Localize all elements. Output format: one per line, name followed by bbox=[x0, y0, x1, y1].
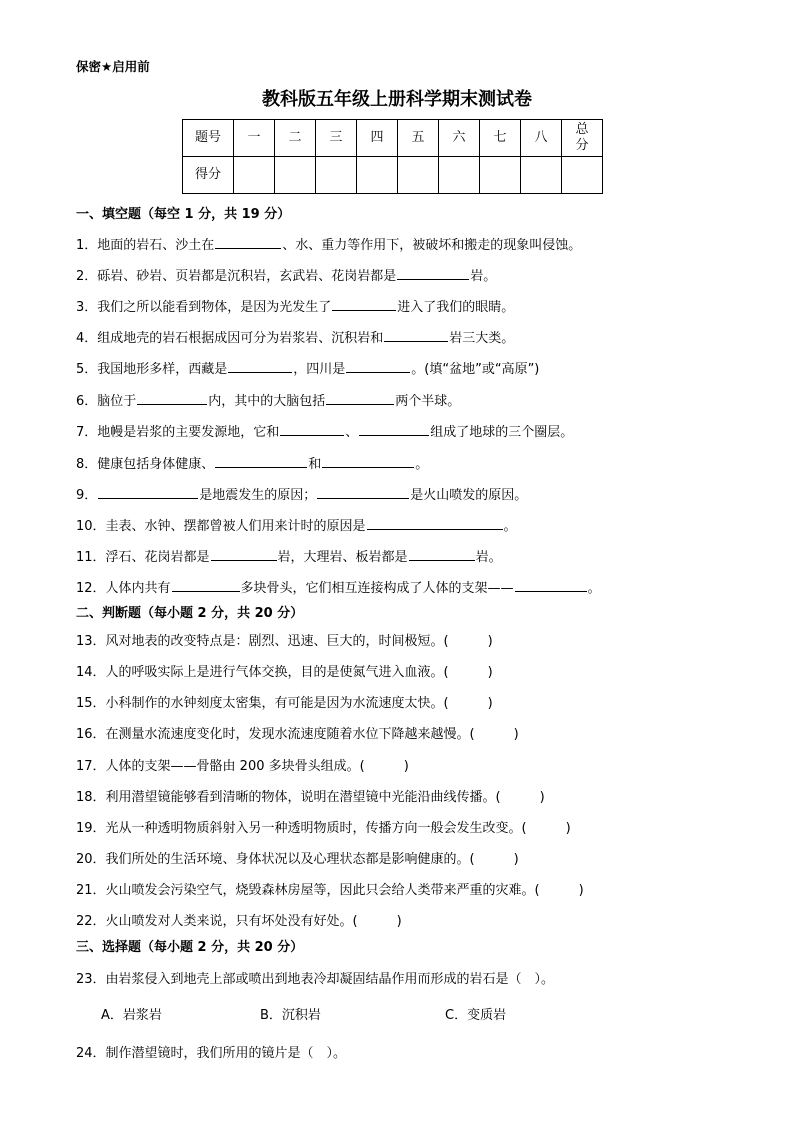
q4-text-a: 4．组成地壳的岩石根据成因可分为岩浆岩、沉积岩和 bbox=[76, 331, 384, 346]
q8-text-a: 8．健康包括身体健康、 bbox=[76, 457, 215, 472]
column-4: 四 bbox=[357, 120, 398, 157]
score-cell[interactable] bbox=[316, 157, 357, 194]
answer-blank[interactable] bbox=[228, 359, 292, 373]
q5-text-a: 5．我国地形多样，西藏是 bbox=[76, 362, 228, 377]
answer-blank[interactable] bbox=[409, 547, 475, 561]
q12-text-c: 。 bbox=[587, 581, 601, 596]
q7-text-a: 7．地幔是岩浆的主要发源地，它和 bbox=[76, 425, 280, 440]
question-19: 19．光从一种透明物质斜射入另一种透明物质时，传播方向一般会发生改变。( ) bbox=[76, 821, 571, 836]
section-3-title: 三、选择题（每小题 2 分，共 20 分） bbox=[76, 940, 304, 955]
column-1: 一 bbox=[234, 120, 275, 157]
question-23: 23．由岩浆侵入到地壳上部或喷出到地表冷却凝固结晶作用而形成的岩石是（ ）。 bbox=[76, 972, 555, 987]
question-11 bbox=[76, 546, 502, 565]
question-10 bbox=[76, 515, 517, 534]
answer-blank[interactable] bbox=[384, 328, 448, 342]
column-8: 八 bbox=[521, 120, 562, 157]
answer-blank[interactable] bbox=[172, 578, 240, 592]
section-1-title: 一、填空题（每空 1 分，共 19 分） bbox=[76, 207, 291, 222]
answer-blank[interactable] bbox=[137, 391, 207, 405]
total-column bbox=[562, 120, 603, 157]
option-c[interactable]: C．变质岩 bbox=[445, 1008, 507, 1023]
question-3 bbox=[76, 296, 514, 315]
question-5 bbox=[76, 358, 539, 377]
answer-blank[interactable] bbox=[215, 235, 281, 249]
score-cell[interactable] bbox=[357, 157, 398, 194]
question-18: 18．利用潜望镜能够看到清晰的物体，说明在潜望镜中光能沿曲线传播。( ) bbox=[76, 790, 545, 805]
q11-text-c: 岩。 bbox=[475, 550, 502, 565]
answer-blank[interactable] bbox=[326, 391, 394, 405]
question-17: 17．人体的支架——骨骼由 200 多块骨头组成。( ) bbox=[76, 759, 409, 774]
question-12 bbox=[76, 577, 601, 596]
q7-text-c: 组成了地球的三个圈层。 bbox=[430, 425, 574, 440]
option-a[interactable]: A．岩浆岩 bbox=[101, 1008, 162, 1023]
answer-blank[interactable] bbox=[515, 578, 587, 592]
score-cell[interactable] bbox=[234, 157, 275, 194]
answer-blank[interactable] bbox=[317, 485, 409, 499]
total-label-1: 总 bbox=[575, 122, 589, 137]
question-21: 21．火山喷发会污染空气，烧毁森林房屋等，因此只会给人类带来严重的灾难。( ) bbox=[76, 883, 584, 898]
q3-text-a: 3．我们之所以能看到物体，是因为光发生了 bbox=[76, 300, 332, 315]
q8-text-b: 和 bbox=[308, 457, 322, 472]
question-2 bbox=[76, 265, 496, 284]
answer-blank[interactable] bbox=[397, 266, 469, 280]
score-cell[interactable] bbox=[480, 157, 521, 194]
q9-text-c: 是火山喷发的原因。 bbox=[410, 488, 528, 503]
q11-text-a: 11．浮石、花岗岩都是 bbox=[76, 550, 210, 565]
q10-text-b: 。 bbox=[503, 519, 517, 534]
answer-blank[interactable] bbox=[346, 359, 410, 373]
q6-text-a: 6．脑位于 bbox=[76, 394, 137, 409]
q4-text-b: 岩三大类。 bbox=[449, 331, 515, 346]
question-22: 22．火山喷发对人类来说，只有坏处没有好处。( ) bbox=[76, 914, 402, 929]
question-4 bbox=[76, 327, 514, 346]
score-cell[interactable] bbox=[398, 157, 439, 194]
question-1 bbox=[76, 234, 581, 253]
answer-blank[interactable] bbox=[359, 422, 429, 436]
question-14: 14．人的呼吸实际上是进行气体交换，目的是使氮气进入血液。( ) bbox=[76, 665, 493, 680]
q1-text-a: 1．地面的岩石、沙土在 bbox=[76, 238, 215, 253]
question-9 bbox=[76, 484, 527, 503]
question-24: 24．制作潜望镜时，我们所用的镜片是（ ）。 bbox=[76, 1046, 347, 1061]
q12-text-b: 多块骨头，它们相互连接构成了人体的支架—— bbox=[240, 581, 514, 596]
q10-text-a: 10．圭表、水钟、摆都曾被人们用来计时的原因是 bbox=[76, 519, 366, 534]
q2-text-b: 岩。 bbox=[470, 269, 497, 284]
question-16: 16．在测量水流速度变化时，发现水流速度随着水位下降越来越慢。( ) bbox=[76, 727, 519, 742]
q6-text-c: 两个半球。 bbox=[395, 394, 461, 409]
question-15: 15．小科制作的水钟刻度太密集，有可能是因为水流速度太快。( ) bbox=[76, 696, 493, 711]
answer-blank[interactable] bbox=[332, 297, 396, 311]
answer-blank[interactable] bbox=[98, 485, 198, 499]
question-20: 20．我们所处的生活环境、身体状况以及心理状态都是影响健康的。( ) bbox=[76, 852, 519, 867]
answer-blank[interactable] bbox=[215, 454, 307, 468]
q5-text-c: 。(填“盆地”或“高原”) bbox=[411, 362, 540, 377]
q5-text-b: ，四川是 bbox=[293, 362, 346, 377]
answer-blank[interactable] bbox=[211, 547, 277, 561]
column-7: 七 bbox=[480, 120, 521, 157]
q1-text-b: 、水、重力等作用下，被破坏和搬走的现象叫侵蚀。 bbox=[282, 238, 582, 253]
score-cell[interactable] bbox=[562, 157, 603, 194]
score-label: 得分 bbox=[183, 157, 234, 194]
q6-text-b: 内，其中的大脑包括 bbox=[208, 394, 326, 409]
score-cell[interactable] bbox=[275, 157, 316, 194]
question-13: 13．风对地表的改变特点是：剧烈、迅速、巨大的，时间极短。( ) bbox=[76, 634, 493, 649]
column-5: 五 bbox=[398, 120, 439, 157]
q12-text-a: 12．人体内共有 bbox=[76, 581, 171, 596]
score-table bbox=[182, 119, 603, 194]
section-2-title: 二、判断题（每小题 2 分，共 20 分） bbox=[76, 606, 304, 621]
q11-text-b: 岩，大理岩、板岩都是 bbox=[277, 550, 408, 565]
column-3: 三 bbox=[316, 120, 357, 157]
q7-text-b: 、 bbox=[345, 425, 359, 440]
exam-title: 教科版五年级上册科学期末测试卷 bbox=[262, 89, 532, 110]
q9-text-a: 9． bbox=[76, 488, 98, 503]
question-8 bbox=[76, 453, 428, 472]
score-table-score-row bbox=[183, 157, 603, 194]
answer-blank[interactable] bbox=[280, 422, 344, 436]
column-2: 二 bbox=[275, 120, 316, 157]
answer-blank[interactable] bbox=[367, 516, 503, 530]
q3-text-b: 进入了我们的眼睛。 bbox=[397, 300, 515, 315]
question-number-label: 题号 bbox=[183, 120, 234, 157]
score-table-header-row bbox=[183, 120, 603, 157]
q8-text-c: 。 bbox=[415, 457, 429, 472]
confidential-label: 保密★启用前 bbox=[76, 59, 150, 74]
answer-blank[interactable] bbox=[322, 454, 414, 468]
question-6 bbox=[76, 390, 460, 409]
score-cell[interactable] bbox=[521, 157, 562, 194]
question-7 bbox=[76, 421, 573, 440]
q2-text-a: 2．砾岩、砂岩、页岩都是沉积岩，玄武岩、花岗岩都是 bbox=[76, 269, 397, 284]
q9-text-b: 是地震发生的原因； bbox=[199, 488, 317, 503]
option-b[interactable]: B．沉积岩 bbox=[260, 1008, 321, 1023]
score-cell[interactable] bbox=[439, 157, 480, 194]
total-label-2: 分 bbox=[575, 138, 589, 153]
column-6: 六 bbox=[439, 120, 480, 157]
